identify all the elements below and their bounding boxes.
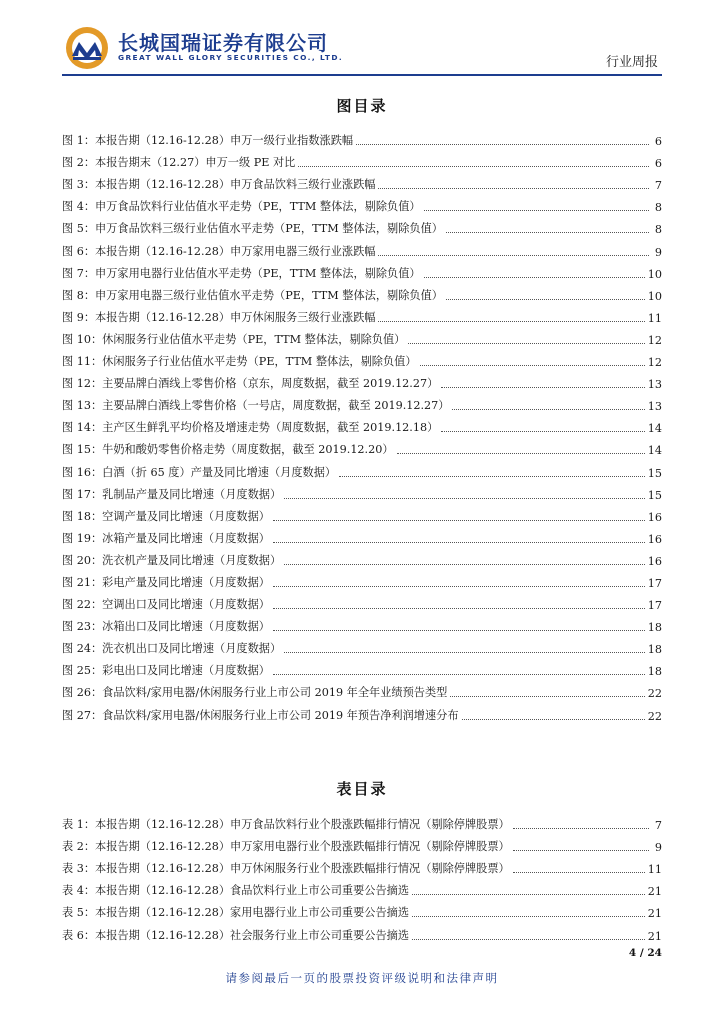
toc-dot-leader bbox=[298, 166, 649, 167]
toc-entry-label: 图 18：空调产量及同比增速（月度数据） bbox=[62, 509, 270, 523]
toc-entry[interactable] bbox=[62, 656, 662, 678]
toc-dot-leader bbox=[378, 188, 649, 189]
toc-entry-page: 12 bbox=[647, 333, 662, 347]
toc-entry-label: 图 1：本报告期（12.16-12.28）申万一级行业指数涨跌幅 bbox=[62, 134, 354, 148]
toc-entry-label: 图 27：食品饮料/家用电器/休闲服务行业上市公司 2019 年预告净利润增速分布 bbox=[62, 708, 459, 722]
toc-entry[interactable] bbox=[62, 435, 662, 457]
figure-toc-title: 图目录 bbox=[336, 97, 388, 115]
toc-entry[interactable] bbox=[62, 236, 662, 258]
toc-entry[interactable] bbox=[62, 192, 662, 214]
toc-dot-leader bbox=[412, 894, 645, 895]
toc-entry-label: 图 19：冰箱产量及同比增速（月度数据） bbox=[62, 531, 270, 545]
toc-dot-leader bbox=[273, 520, 645, 521]
toc-entry-label: 图 14：主产区生鲜乳平均价格及增速走势（周度数据，截至 2019.12.18） bbox=[62, 421, 439, 435]
toc-entry[interactable] bbox=[62, 854, 662, 876]
toc-entry-page: 10 bbox=[647, 289, 662, 303]
toc-dot-leader bbox=[378, 255, 649, 256]
toc-dot-leader bbox=[273, 630, 645, 631]
toc-entry-page: 12 bbox=[647, 356, 662, 370]
toc-dot-leader bbox=[339, 476, 645, 477]
toc-entry[interactable] bbox=[62, 391, 662, 413]
toc-entry-label: 图 23：冰箱出口及同比增速（月度数据） bbox=[62, 620, 270, 634]
toc-entry-label: 表 1：本报告期（12.16-12.28）申万食品饮料行业个股涨跌幅排行情况（剔除停牌股票） bbox=[62, 818, 510, 832]
toc-dot-leader bbox=[513, 872, 645, 873]
toc-entry-page: 22 bbox=[647, 687, 662, 701]
toc-entry[interactable] bbox=[62, 303, 662, 325]
toc-entry[interactable] bbox=[62, 546, 662, 568]
toc-entry[interactable] bbox=[62, 347, 662, 369]
toc-dot-leader bbox=[450, 696, 644, 697]
toc-entry[interactable] bbox=[62, 148, 662, 170]
table-toc-list bbox=[62, 810, 662, 943]
toc-entry[interactable] bbox=[62, 502, 662, 524]
toc-entry-page: 16 bbox=[647, 510, 662, 524]
toc-dot-leader bbox=[284, 652, 645, 653]
toc-dot-leader bbox=[441, 387, 644, 388]
toc-entry-page: 13 bbox=[647, 378, 662, 392]
toc-entry-label: 表 5：本报告期（12.16-12.28）家用电器行业上市公司重要公告摘选 bbox=[62, 906, 410, 920]
figure-toc-list bbox=[62, 126, 662, 723]
toc-dot-leader bbox=[452, 409, 644, 410]
toc-dot-leader bbox=[412, 916, 645, 917]
toc-dot-leader bbox=[412, 939, 645, 940]
toc-entry-page: 18 bbox=[647, 643, 662, 657]
toc-dot-leader bbox=[273, 608, 645, 609]
toc-entry-label: 图 10：休闲服务行业估值水平走势（PE，TTM 整体法，剔除负值） bbox=[62, 332, 406, 346]
toc-entry[interactable] bbox=[62, 126, 662, 148]
toc-entry-label: 图 16：白酒（折 65 度）产量及同比增速（月度数据） bbox=[62, 465, 337, 479]
toc-entry-page: 7 bbox=[654, 179, 662, 193]
toc-dot-leader bbox=[462, 719, 645, 720]
toc-entry-label: 图 26：食品饮料/家用电器/休闲服务行业上市公司 2019 年全年业绩预告类型 bbox=[62, 686, 448, 700]
toc-entry-label: 表 4：本报告期（12.16-12.28）食品饮料行业上市公司重要公告摘选 bbox=[62, 884, 410, 898]
toc-entry[interactable] bbox=[62, 590, 662, 612]
toc-entry[interactable] bbox=[62, 524, 662, 546]
company-name-en: GREAT WALL GLORY SECURITIES CO., LTD. bbox=[118, 53, 344, 62]
toc-entry-page: 15 bbox=[647, 488, 662, 502]
company-logo-icon bbox=[65, 26, 109, 70]
toc-entry-label: 表 3：本报告期（12.16-12.28）申万休闲服务行业个股涨跌幅排行情况（剔除停牌股票） bbox=[62, 862, 510, 876]
page-header bbox=[62, 22, 662, 74]
toc-entry-label: 图 11：休闲服务子行业估值水平走势（PE，TTM 整体法，剔除负值） bbox=[62, 355, 417, 369]
toc-dot-leader bbox=[356, 144, 649, 145]
report-type-label: 行业周报 bbox=[605, 55, 658, 70]
toc-entry[interactable] bbox=[62, 325, 662, 347]
toc-entry-label: 图 13：主要品牌白酒线上零售价格（一号店，周度数据，截至 2019.12.27） bbox=[62, 399, 450, 413]
toc-entry-label: 图 12：主要品牌白酒线上零售价格（京东，周度数据，截至 2019.12.27） bbox=[62, 377, 439, 391]
toc-dot-leader bbox=[513, 828, 649, 829]
toc-entry-page: 21 bbox=[647, 929, 662, 943]
toc-dot-leader bbox=[284, 498, 645, 499]
toc-entry-page: 17 bbox=[647, 576, 662, 590]
page-number: 4 / 24 bbox=[628, 947, 662, 959]
toc-entry-page: 14 bbox=[647, 422, 662, 436]
toc-entry[interactable] bbox=[62, 920, 662, 942]
toc-entry-label: 图 6：本报告期（12.16-12.28）申万家用电器三级行业涨跌幅 bbox=[62, 244, 376, 258]
toc-entry[interactable] bbox=[62, 170, 662, 192]
toc-entry-page: 11 bbox=[647, 863, 662, 877]
toc-dot-leader bbox=[441, 431, 644, 432]
toc-entry[interactable] bbox=[62, 369, 662, 391]
toc-entry-label: 图 2：本报告期末（12.27）申万一级 PE 对比 bbox=[62, 156, 296, 170]
toc-entry-label: 表 2：本报告期（12.16-12.28）申万家用电器行业个股涨跌幅排行情况（剔除停牌股票） bbox=[62, 840, 510, 854]
toc-entry-page: 13 bbox=[647, 400, 662, 414]
toc-entry-label: 图 4：申万食品饮料行业估值水平走势（PE，TTM 整体法，剔除负值） bbox=[62, 200, 421, 214]
toc-dot-leader bbox=[446, 299, 645, 300]
company-name-cn: 长城国瑞证券有限公司 bbox=[118, 31, 328, 55]
toc-dot-leader bbox=[420, 365, 645, 366]
toc-entry-page: 6 bbox=[654, 135, 662, 149]
toc-entry-label: 图 17：乳制品产量及同比增速（月度数据） bbox=[62, 487, 282, 501]
toc-entry-page: 22 bbox=[647, 709, 662, 723]
toc-entry-page: 16 bbox=[647, 532, 662, 546]
toc-entry[interactable] bbox=[62, 678, 662, 700]
toc-entry[interactable] bbox=[62, 832, 662, 854]
toc-entry-page: 14 bbox=[647, 444, 662, 458]
toc-entry[interactable] bbox=[62, 413, 662, 435]
toc-entry[interactable] bbox=[62, 480, 662, 502]
toc-entry-page: 17 bbox=[647, 599, 662, 613]
toc-entry-label: 图 25：彩电出口及同比增速（月度数据） bbox=[62, 664, 270, 678]
toc-entry-page: 11 bbox=[647, 311, 662, 325]
toc-dot-leader bbox=[424, 277, 645, 278]
toc-entry-label: 图 22：空调出口及同比增速（月度数据） bbox=[62, 598, 270, 612]
toc-entry[interactable] bbox=[62, 457, 662, 479]
toc-entry-page: 8 bbox=[654, 223, 662, 237]
toc-entry[interactable] bbox=[62, 612, 662, 634]
toc-dot-leader bbox=[273, 586, 645, 587]
toc-dot-leader bbox=[273, 542, 645, 543]
toc-entry-page: 16 bbox=[647, 554, 662, 568]
toc-entry-page: 9 bbox=[654, 245, 662, 259]
toc-entry[interactable] bbox=[62, 281, 662, 303]
toc-entry-page: 18 bbox=[647, 665, 662, 679]
toc-entry-label: 图 20：洗衣机产量及同比增速（月度数据） bbox=[62, 553, 282, 567]
toc-entry[interactable] bbox=[62, 568, 662, 590]
toc-entry-page: 15 bbox=[647, 466, 662, 480]
toc-entry-label: 图 24：洗衣机出口及同比增速（月度数据） bbox=[62, 642, 282, 656]
toc-dot-leader bbox=[424, 210, 649, 211]
toc-entry-label: 图 21：彩电产量及同比增速（月度数据） bbox=[62, 575, 270, 589]
toc-entry[interactable] bbox=[62, 898, 662, 920]
toc-entry-page: 10 bbox=[647, 267, 662, 281]
toc-entry[interactable] bbox=[62, 876, 662, 898]
toc-entry[interactable] bbox=[62, 214, 662, 236]
toc-entry-label: 图 3：本报告期（12.16-12.28）申万食品饮料三级行业涨跌幅 bbox=[62, 178, 376, 192]
toc-entry-page: 21 bbox=[647, 885, 662, 899]
toc-entry-page: 21 bbox=[647, 907, 662, 921]
toc-entry-page: 6 bbox=[654, 157, 662, 171]
toc-entry[interactable] bbox=[62, 634, 662, 656]
toc-dot-leader bbox=[408, 343, 644, 344]
toc-entry-label: 图 15：牛奶和酸奶零售价格走势（周度数据，截至 2019.12.20） bbox=[62, 443, 394, 457]
toc-entry-label: 图 9：本报告期（12.16-12.28）申万休闲服务三级行业涨跌幅 bbox=[62, 310, 376, 324]
toc-entry-label: 图 7：申万家用电器行业估值水平走势（PE，TTM 整体法，剔除负值） bbox=[62, 266, 421, 280]
toc-entry-page: 8 bbox=[654, 201, 662, 215]
header-divider bbox=[62, 74, 662, 76]
toc-entry[interactable] bbox=[62, 259, 662, 281]
table-toc-title: 表目录 bbox=[336, 780, 388, 798]
toc-dot-leader bbox=[378, 321, 644, 322]
toc-entry[interactable] bbox=[62, 700, 662, 722]
toc-dot-leader bbox=[446, 232, 649, 233]
toc-entry-label: 图 5：申万食品饮料三级行业估值水平走势（PE，TTM 整体法，剔除负值） bbox=[62, 222, 443, 236]
toc-dot-leader bbox=[273, 674, 645, 675]
toc-dot-leader bbox=[284, 564, 645, 565]
footer-disclaimer: 请参阅最后一页的股票投资评级说明和法律声明 bbox=[225, 971, 499, 985]
toc-entry-page: 9 bbox=[654, 841, 662, 855]
toc-dot-leader bbox=[397, 453, 645, 454]
toc-entry-page: 18 bbox=[647, 621, 662, 635]
toc-entry[interactable] bbox=[62, 810, 662, 832]
toc-dot-leader bbox=[513, 850, 649, 851]
toc-entry-label: 表 6：本报告期（12.16-12.28）社会服务行业上市公司重要公告摘选 bbox=[62, 928, 410, 942]
toc-entry-page: 7 bbox=[654, 819, 662, 833]
toc-entry-label: 图 8：申万家用电器三级行业估值水平走势（PE，TTM 整体法，剔除负值） bbox=[62, 288, 443, 302]
